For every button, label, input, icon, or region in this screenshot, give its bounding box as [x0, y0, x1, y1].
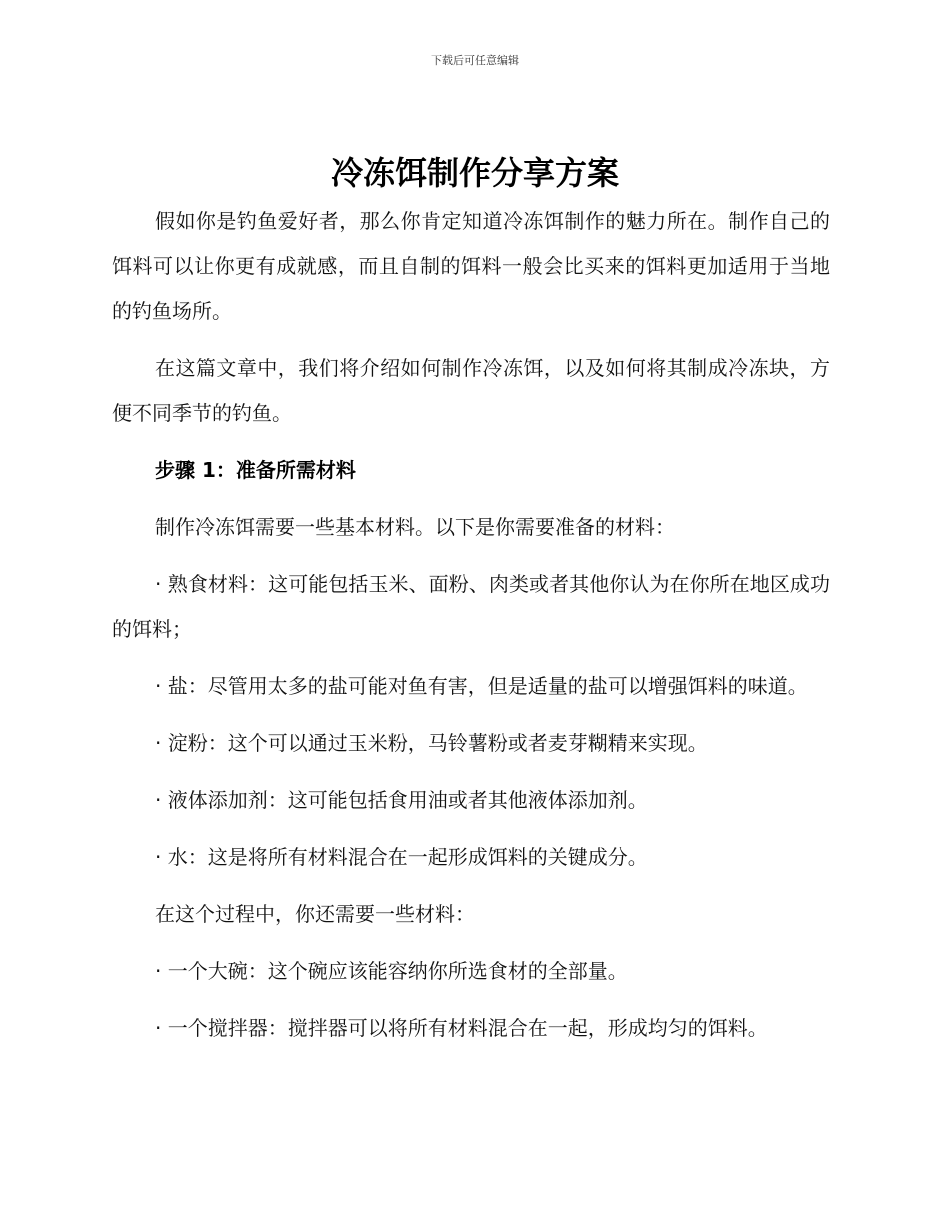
document-body — [112, 199, 830, 1063]
tool-item-mixer: · 一个搅拌器：搅拌器可以将所有材料混合在一起，形成均匀的饵料。 — [155, 1016, 768, 1040]
header-note: 下载后可任意编辑 — [431, 54, 519, 67]
intro-paragraph-2: 在这篇文章中，我们将介绍如何制作冷冻饵，以及如何将其制成冷冻块，方便不同季节的钓鱼。 — [112, 356, 830, 425]
materials-intro: 制作冷冻饵需要一些基本材料。以下是你需要准备的材料： — [155, 515, 675, 539]
material-item-salt: · 盐：尽管用太多的盐可能对鱼有害，但是适量的盐可以增强饵料的味道。 — [155, 674, 808, 698]
material-item-cooked-food: · 熟食材料：这可能包括玉米、面粉、肉类或者其他你认为在你所在地区成功的饵料； — [112, 572, 830, 641]
material-item-starch: · 淀粉：这个可以通过玉米粉，马铃薯粉或者麦芽糊精来实现。 — [155, 731, 708, 755]
material-item-water: · 水：这是将所有材料混合在一起形成饵料的关键成分。 — [155, 845, 648, 869]
document-title: 冷冻饵制作分享方案 — [330, 154, 619, 192]
step-1-heading: 步骤 1：准备所需材料 — [155, 458, 356, 482]
tools-intro: 在这个过程中，你还需要一些材料： — [155, 902, 475, 926]
material-item-liquid-additive: · 液体添加剂：这可能包括食用油或者其他液体添加剂。 — [155, 788, 648, 812]
intro-paragraph: 假如你是钓鱼爱好者，那么你肯定知道冷冻饵制作的魅力所在。制作自己的饵料可以让你更有成就感，而且自制的饵料一般会比买来的饵料更加适用于当地的钓鱼场所。 — [112, 209, 830, 323]
tool-item-bowl: · 一个大碗：这个碗应该能容纳你所选食材的全部量。 — [155, 959, 628, 983]
